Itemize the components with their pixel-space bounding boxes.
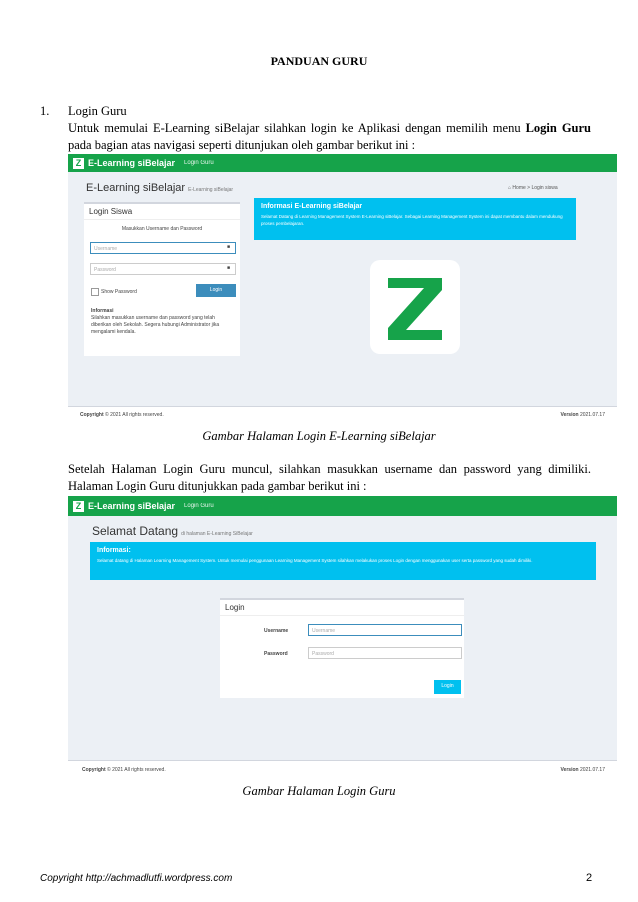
caption-2: Gambar Halaman Login Guru [242, 784, 396, 798]
list-number: 1. [40, 104, 50, 118]
logo-icon: Z [73, 501, 84, 512]
footer-copyright: Copyright © 2021 All rights reserved. [80, 412, 164, 418]
callout-text: Selamat Datang di Learning Management System E-Learning siBelajar. Sebagai Learning Management System ini dapat membantu dalam mendukung proses pembelajaran. [261, 214, 563, 226]
top-navbar [68, 154, 617, 172]
username-label: Username [264, 628, 289, 634]
top-navbar [68, 496, 617, 516]
screenshot-footer [68, 406, 617, 424]
login-guru-box [220, 598, 464, 698]
logo-icon: Z [73, 158, 84, 169]
password-input[interactable]: Password [308, 647, 462, 659]
nav-login-guru[interactable]: Login Guru [184, 503, 214, 509]
callout-title: Informasi: [97, 547, 131, 554]
user-icon: ■ [227, 244, 231, 250]
paragraph-1: Untuk memulai E-Learning siBelajar silahkan login ke Aplikasi dengan memilih menu Login Guru pada bagian atas navigasi seperti ditunjukan oleh gambar berikut ini : [68, 121, 592, 152]
breadcrumb-home[interactable]: Home [512, 185, 526, 191]
nav-login-guru[interactable]: Login Guru [184, 160, 214, 166]
show-password-label: Show Password [101, 289, 137, 295]
page-number: 2 [586, 872, 593, 884]
info-callout [90, 542, 596, 580]
brand-name[interactable]: E-Learning siBelajar [88, 158, 176, 168]
breadcrumb: ⌂ Home > Login siswa [508, 185, 558, 191]
callout-title: Informasi E-Learning siBelajar [261, 203, 363, 210]
page-footer: Copyright http://achmadlutfi.wordpress.com [40, 873, 233, 884]
page-header: E-Learning siBelajar E-Learning siBelajar [86, 182, 234, 194]
caption-1: Gambar Halaman Login E-Learning siBelajar [202, 429, 436, 443]
paragraph-2: Setelah Halaman Login Guru muncul, silahkan masukkan username dan password yang dimiliki. Halaman Login Guru ditunjukkan pada gambar berikut ini : [68, 462, 591, 493]
info-callout [254, 198, 576, 240]
home-icon[interactable]: ⌂ [508, 185, 513, 191]
password-label: Password [264, 651, 288, 657]
footer-version: Version 2021.07.17 [560, 412, 605, 418]
footer-version: Version 2021.07.17 [560, 767, 605, 773]
lock-icon: ■ [227, 265, 231, 271]
login-box-title: Login Siswa [84, 204, 240, 220]
breadcrumb-current: Login siswa [531, 185, 558, 191]
login-button[interactable]: Login [434, 680, 461, 694]
footer-copyright: Copyright © 2021 All rights reserved. [82, 767, 166, 773]
menu-name: Login Guru [525, 121, 592, 135]
info-text: Silahkan masukkan username dan password yang telah diberikan oleh Sekolah. Segera hubungi Administrator jika mengalami kendala. [91, 315, 220, 335]
section-heading: Login Guru [68, 104, 127, 118]
document-title: PANDUAN GURU [270, 54, 368, 68]
z-logo-icon [370, 260, 460, 354]
screenshot-login-guru [68, 496, 617, 778]
username-input[interactable]: Username [308, 624, 462, 636]
info-title: Informasi [91, 308, 114, 314]
password-input[interactable]: Password [90, 263, 236, 275]
screenshot-footer [68, 760, 617, 778]
login-siswa-box [84, 202, 240, 356]
logo-image [370, 260, 460, 354]
screenshot-login-portal [68, 154, 617, 424]
brand-name[interactable]: E-Learning siBelajar [88, 501, 176, 511]
show-password-checkbox[interactable] [91, 288, 99, 296]
callout-text: Selamat datang di Halaman Learning Management System. Untuk memulai penggunaan Learning Management System silahkan melakukan proses Login dengan menggunakan user serta password yang sudah dimiliki. [97, 558, 533, 563]
login-button[interactable]: Login [196, 284, 236, 297]
login-prompt: Masukkan Username dan Password [121, 226, 203, 232]
login-box-title: Login [220, 600, 464, 616]
username-input[interactable]: Username [90, 242, 236, 254]
page-header: Selamat Datang di halaman E-Learning SiBelajar [92, 524, 253, 538]
